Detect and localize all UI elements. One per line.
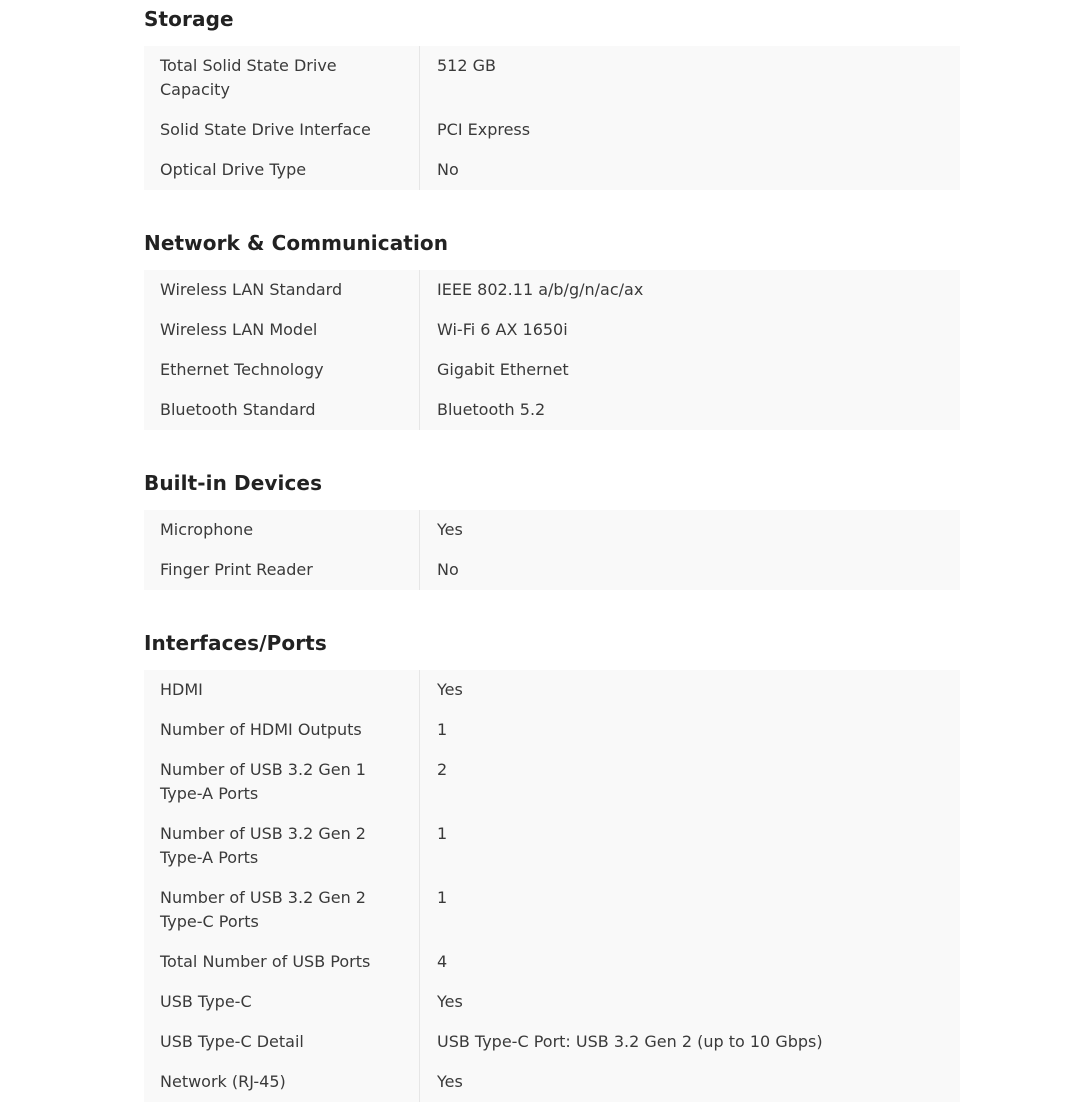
spec-value: 4	[437, 952, 448, 971]
spec-table-network	[144, 270, 960, 430]
spec-value: Bluetooth 5.2	[437, 400, 546, 419]
spec-table-built-in-devices	[144, 510, 960, 590]
spec-value: 1	[437, 824, 448, 843]
spec-label: Wireless LAN Model	[144, 310, 420, 350]
table-row	[144, 942, 960, 982]
table-row	[144, 510, 960, 550]
table-row	[144, 390, 960, 430]
table-row	[144, 1022, 960, 1062]
spec-label: Total Solid State Drive Capacity	[144, 46, 420, 110]
spec-table-interfaces-ports	[144, 670, 960, 1102]
spec-label: USB Type-C	[144, 982, 420, 1022]
spec-value: 1	[437, 888, 448, 907]
spec-value: 1	[437, 720, 448, 739]
spec-label: Number of USB 3.2 Gen 2 Type-A Ports	[144, 814, 420, 878]
spec-label: Number of HDMI Outputs	[144, 710, 420, 750]
spec-label: USB Type-C Detail	[144, 1022, 420, 1062]
table-row	[144, 150, 960, 190]
table-row	[144, 46, 960, 110]
spec-value: Yes	[437, 1072, 463, 1091]
spec-value: 2	[437, 760, 448, 779]
spec-table-storage	[144, 46, 960, 190]
table-row	[144, 814, 960, 878]
section-title-interfaces-ports: Interfaces/Ports	[144, 631, 327, 655]
spec-value: Wi-Fi 6 AX 1650i	[437, 320, 568, 339]
spec-label: Solid State Drive Interface	[144, 110, 420, 150]
spec-label: Total Number of USB Ports	[144, 942, 420, 982]
spec-value: 512 GB	[437, 56, 496, 75]
spec-label: HDMI	[144, 670, 420, 710]
spec-label: Number of USB 3.2 Gen 1 Type-A Ports	[144, 750, 420, 814]
table-row	[144, 878, 960, 942]
spec-label: Number of USB 3.2 Gen 2 Type-C Ports	[144, 878, 420, 942]
table-row	[144, 1062, 960, 1102]
section-title-storage: Storage	[144, 7, 234, 31]
table-row	[144, 350, 960, 390]
spec-value: Gigabit Ethernet	[437, 360, 569, 379]
table-row	[144, 110, 960, 150]
spec-value: Yes	[437, 992, 463, 1011]
spec-label: Finger Print Reader	[144, 550, 420, 590]
spec-value: USB Type-C Port: USB 3.2 Gen 2 (up to 10 Gbps)	[437, 1032, 823, 1051]
spec-value: Yes	[437, 520, 463, 539]
section-gap	[144, 590, 960, 624]
table-row	[144, 710, 960, 750]
spec-label: Wireless LAN Standard	[144, 270, 420, 310]
section-gap	[144, 430, 960, 464]
spec-sheet	[144, 0, 960, 1102]
table-row	[144, 310, 960, 350]
spec-value: No	[437, 560, 459, 579]
spec-label: Optical Drive Type	[144, 150, 420, 190]
section-title-network: Network & Communication	[144, 231, 449, 255]
section-gap	[144, 190, 960, 224]
table-row	[144, 270, 960, 310]
spec-value: PCI Express	[437, 120, 531, 139]
table-row	[144, 670, 960, 710]
spec-label: Network (RJ-45)	[144, 1062, 420, 1102]
spec-value: IEEE 802.11 a/b/g/n/ac/ax	[437, 280, 644, 299]
spec-label: Bluetooth Standard	[144, 390, 420, 430]
spec-value: Yes	[437, 680, 463, 699]
spec-label: Microphone	[144, 510, 420, 550]
table-row	[144, 750, 960, 814]
table-row	[144, 982, 960, 1022]
spec-label: Ethernet Technology	[144, 350, 420, 390]
table-row	[144, 550, 960, 590]
section-title-built-in-devices: Built-in Devices	[144, 471, 323, 495]
spec-value: No	[437, 160, 459, 179]
